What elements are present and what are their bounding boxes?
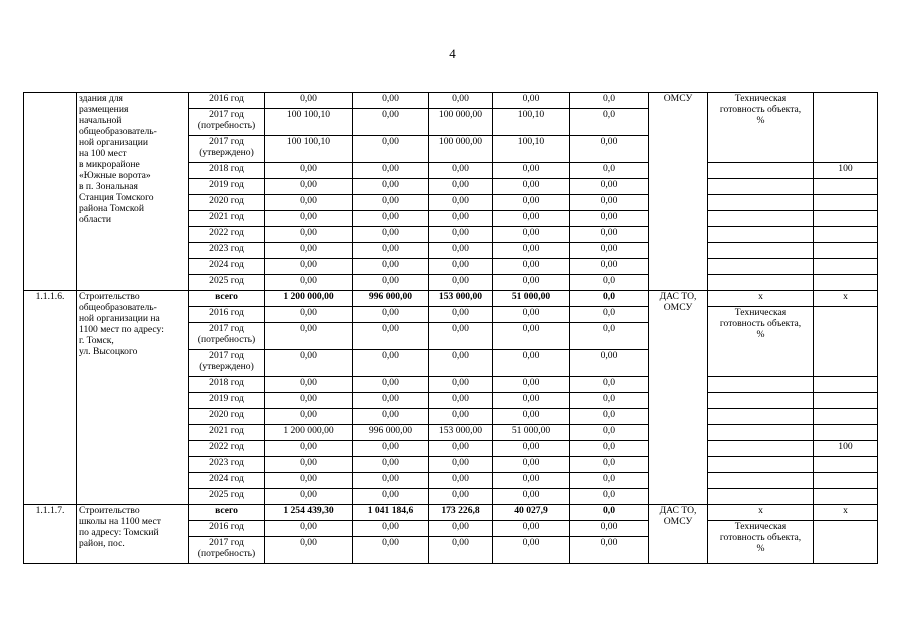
period-cell: 2022 год [189, 441, 265, 457]
total-cell: 0,00 [265, 323, 353, 350]
indicator-name [708, 259, 814, 275]
period-cell: 2017 год (утверждено) [189, 350, 265, 377]
indicator-value [814, 409, 878, 425]
indicator-value [814, 521, 878, 564]
federal-cell: 0,00 [353, 409, 429, 425]
period-cell: 2023 год [189, 457, 265, 473]
regional-cell: 0,00 [429, 350, 493, 377]
indicator-value [814, 243, 878, 259]
indicator-name [708, 195, 814, 211]
local-cell: 0,00 [493, 93, 570, 109]
total-cell: 0,00 [265, 537, 353, 564]
extra-budget-cell: 0,0 [570, 505, 649, 521]
extra-budget-cell: 0,00 [570, 211, 649, 227]
regional-cell: 0,00 [429, 163, 493, 179]
extra-budget-cell: 0,0 [570, 163, 649, 179]
local-cell: 0,00 [493, 243, 570, 259]
indicator-name [708, 441, 814, 457]
regional-cell: 0,00 [429, 393, 493, 409]
regional-cell: 0,00 [429, 259, 493, 275]
federal-cell: 0,00 [353, 136, 429, 163]
regional-cell: 0,00 [429, 473, 493, 489]
federal-cell: 0,00 [353, 163, 429, 179]
total-cell: 0,00 [265, 227, 353, 243]
total-cell: 0,00 [265, 211, 353, 227]
extra-budget-cell: 0,0 [570, 275, 649, 291]
federal-cell: 0,00 [353, 109, 429, 136]
federal-cell: 0,00 [353, 377, 429, 393]
extra-budget-cell: 0,0 [570, 457, 649, 473]
page-number: 4 [449, 46, 456, 61]
extra-budget-cell: 0,0 [570, 291, 649, 307]
local-cell: 0,00 [493, 163, 570, 179]
total-cell: 0,00 [265, 179, 353, 195]
federal-cell: 0,00 [353, 457, 429, 473]
indicator-name [708, 275, 814, 291]
period-cell: 2020 год [189, 195, 265, 211]
section-code: 1.1.1.6. [24, 291, 77, 505]
indicator-value: x [814, 505, 878, 521]
indicator-name [708, 409, 814, 425]
extra-budget-cell: 0,00 [570, 136, 649, 163]
indicator-value [814, 195, 878, 211]
period-cell: 2023 год [189, 243, 265, 259]
period-cell: всего [189, 505, 265, 521]
total-cell: 0,00 [265, 473, 353, 489]
total-cell: 0,00 [265, 393, 353, 409]
extra-budget-cell: 0,0 [570, 109, 649, 136]
federal-cell: 0,00 [353, 350, 429, 377]
indicator-name [708, 393, 814, 409]
local-cell: 0,00 [493, 259, 570, 275]
program-budget-table [23, 92, 878, 564]
regional-cell: 0,00 [429, 489, 493, 505]
executor-cell: ДАС ТО, ОМСУ [649, 291, 708, 505]
object-name: здания для размещения начальной общеобразователь- ной организации на 100 мест в микрорайоне «Южные ворота» в п. Зональная Станция Томского района Томской области [77, 93, 189, 291]
federal-cell: 0,00 [353, 441, 429, 457]
period-cell: 2016 год [189, 307, 265, 323]
object-name: Строительство школы на 1100 мест по адресу: Томский район, пос. [77, 505, 189, 564]
indicator-value [814, 259, 878, 275]
indicator-value [814, 211, 878, 227]
local-cell: 51 000,00 [493, 291, 570, 307]
table-body [24, 93, 878, 564]
total-cell: 1 200 000,00 [265, 425, 353, 441]
extra-budget-cell: 0,00 [570, 227, 649, 243]
extra-budget-cell: 0,00 [570, 537, 649, 564]
indicator-name [708, 425, 814, 441]
federal-cell: 0,00 [353, 473, 429, 489]
regional-cell: 0,00 [429, 377, 493, 393]
period-cell: 2025 год [189, 275, 265, 291]
extra-budget-cell: 0,0 [570, 441, 649, 457]
extra-budget-cell: 0,0 [570, 393, 649, 409]
extra-budget-cell: 0,00 [570, 195, 649, 211]
indicator-value [814, 425, 878, 441]
total-cell: 0,00 [265, 243, 353, 259]
regional-cell: 0,00 [429, 307, 493, 323]
period-cell: 2018 год [189, 163, 265, 179]
extra-budget-cell: 0,00 [570, 350, 649, 377]
indicator-value [814, 393, 878, 409]
total-cell: 0,00 [265, 93, 353, 109]
regional-cell: 0,00 [429, 93, 493, 109]
period-cell: 2024 год [189, 473, 265, 489]
indicator-name [708, 211, 814, 227]
extra-budget-cell: 0,00 [570, 243, 649, 259]
total-cell: 0,00 [265, 350, 353, 377]
regional-cell: 0,00 [429, 441, 493, 457]
period-cell: 2025 год [189, 489, 265, 505]
indicator-value [814, 473, 878, 489]
federal-cell: 0,00 [353, 275, 429, 291]
regional-cell: 0,00 [429, 179, 493, 195]
local-cell: 0,00 [493, 307, 570, 323]
extra-budget-cell: 0,0 [570, 307, 649, 323]
extra-budget-cell: 0,0 [570, 489, 649, 505]
local-cell: 0,00 [493, 521, 570, 537]
federal-cell: 996 000,00 [353, 291, 429, 307]
indicator-name [708, 457, 814, 473]
indicator-name [708, 179, 814, 195]
period-cell: 2016 год [189, 93, 265, 109]
regional-cell: 0,00 [429, 537, 493, 564]
indicator-value [814, 457, 878, 473]
total-cell: 0,00 [265, 489, 353, 505]
total-cell: 0,00 [265, 259, 353, 275]
regional-cell: 153 000,00 [429, 291, 493, 307]
federal-cell: 996 000,00 [353, 425, 429, 441]
federal-cell: 0,00 [353, 93, 429, 109]
period-cell: 2017 год (потребность) [189, 323, 265, 350]
total-cell: 0,00 [265, 441, 353, 457]
indicator-value [814, 489, 878, 505]
local-cell: 0,00 [493, 537, 570, 564]
federal-cell: 1 041 184,6 [353, 505, 429, 521]
period-cell: 2024 год [189, 259, 265, 275]
regional-cell: 0,00 [429, 211, 493, 227]
federal-cell: 0,00 [353, 521, 429, 537]
period-cell: 2017 год (потребность) [189, 109, 265, 136]
regional-cell: 0,00 [429, 243, 493, 259]
total-cell: 1 254 439,30 [265, 505, 353, 521]
indicator-value: x [814, 291, 878, 307]
local-cell: 100,10 [493, 136, 570, 163]
total-cell: 100 100,10 [265, 109, 353, 136]
indicator-name: Техническая готовность объекта, % [708, 93, 814, 163]
period-cell: 2017 год (потребность) [189, 537, 265, 564]
total-cell: 0,00 [265, 377, 353, 393]
extra-budget-cell: 0,00 [570, 521, 649, 537]
indicator-value [814, 377, 878, 393]
federal-cell: 0,00 [353, 195, 429, 211]
regional-cell: 173 226,8 [429, 505, 493, 521]
indicator-name: Техническая готовность объекта, % [708, 307, 814, 377]
total-cell: 0,00 [265, 163, 353, 179]
total-cell: 0,00 [265, 307, 353, 323]
total-cell: 100 100,10 [265, 136, 353, 163]
extra-budget-cell: 0,0 [570, 409, 649, 425]
local-cell: 0,00 [493, 179, 570, 195]
indicator-name [708, 227, 814, 243]
local-cell: 0,00 [493, 457, 570, 473]
indicator-name [708, 473, 814, 489]
local-cell: 0,00 [493, 211, 570, 227]
table-row [24, 93, 878, 109]
local-cell: 0,00 [493, 323, 570, 350]
extra-budget-cell: 0,0 [570, 473, 649, 489]
table-row [24, 291, 878, 307]
regional-cell: 0,00 [429, 457, 493, 473]
executor-cell: ДАС ТО, ОМСУ [649, 505, 708, 564]
indicator-name [708, 377, 814, 393]
federal-cell: 0,00 [353, 393, 429, 409]
indicator-value [814, 275, 878, 291]
local-cell: 0,00 [493, 377, 570, 393]
extra-budget-cell: 0,0 [570, 425, 649, 441]
indicator-value [814, 227, 878, 243]
extra-budget-cell: 0,00 [570, 179, 649, 195]
local-cell: 0,00 [493, 473, 570, 489]
local-cell: 51 000,00 [493, 425, 570, 441]
period-cell: 2019 год [189, 179, 265, 195]
local-cell: 40 027,9 [493, 505, 570, 521]
indicator-name [708, 489, 814, 505]
extra-budget-cell: 0,0 [570, 377, 649, 393]
period-cell: 2017 год (утверждено) [189, 136, 265, 163]
regional-cell: 153 000,00 [429, 425, 493, 441]
extra-budget-cell: 0,00 [570, 259, 649, 275]
table-row [24, 505, 878, 521]
regional-cell: 0,00 [429, 227, 493, 243]
period-cell: 2018 год [189, 377, 265, 393]
indicator-name: x [708, 505, 814, 521]
regional-cell: 100 000,00 [429, 136, 493, 163]
federal-cell: 0,00 [353, 211, 429, 227]
period-cell: 2020 год [189, 409, 265, 425]
period-cell: 2021 год [189, 211, 265, 227]
federal-cell: 0,00 [353, 307, 429, 323]
indicator-value: 100 [814, 441, 878, 457]
local-cell: 100,10 [493, 109, 570, 136]
indicator-value [814, 307, 878, 377]
federal-cell: 0,00 [353, 179, 429, 195]
indicator-name: Техническая готовность объекта, % [708, 521, 814, 564]
regional-cell: 0,00 [429, 409, 493, 425]
local-cell: 0,00 [493, 195, 570, 211]
total-cell: 0,00 [265, 521, 353, 537]
executor-cell: ОМСУ [649, 93, 708, 291]
federal-cell: 0,00 [353, 323, 429, 350]
period-cell: 2019 год [189, 393, 265, 409]
federal-cell: 0,00 [353, 243, 429, 259]
period-cell: 2022 год [189, 227, 265, 243]
regional-cell: 0,00 [429, 521, 493, 537]
federal-cell: 0,00 [353, 537, 429, 564]
regional-cell: 0,00 [429, 323, 493, 350]
federal-cell: 0,00 [353, 489, 429, 505]
local-cell: 0,00 [493, 489, 570, 505]
federal-cell: 0,00 [353, 227, 429, 243]
local-cell: 0,00 [493, 350, 570, 377]
local-cell: 0,00 [493, 409, 570, 425]
total-cell: 0,00 [265, 409, 353, 425]
indicator-name: x [708, 291, 814, 307]
extra-budget-cell: 0,0 [570, 323, 649, 350]
period-cell: 2021 год [189, 425, 265, 441]
extra-budget-cell: 0,0 [570, 93, 649, 109]
federal-cell: 0,00 [353, 259, 429, 275]
total-cell: 0,00 [265, 275, 353, 291]
indicator-value [814, 179, 878, 195]
object-name: Строительство общеобразователь- ной организации на 1100 мест по адресу: г. Томск, ул. Высоцкого [77, 291, 189, 505]
period-cell: 2016 год [189, 521, 265, 537]
section-code: 1.1.1.7. [24, 505, 77, 564]
local-cell: 0,00 [493, 275, 570, 291]
total-cell: 1 200 000,00 [265, 291, 353, 307]
local-cell: 0,00 [493, 393, 570, 409]
regional-cell: 100 000,00 [429, 109, 493, 136]
indicator-value: 100 [814, 163, 878, 179]
period-cell: всего [189, 291, 265, 307]
local-cell: 0,00 [493, 441, 570, 457]
indicator-value [814, 93, 878, 163]
indicator-name [708, 243, 814, 259]
total-cell: 0,00 [265, 195, 353, 211]
regional-cell: 0,00 [429, 195, 493, 211]
section-code [24, 93, 77, 291]
indicator-name [708, 163, 814, 179]
local-cell: 0,00 [493, 227, 570, 243]
total-cell: 0,00 [265, 457, 353, 473]
regional-cell: 0,00 [429, 275, 493, 291]
